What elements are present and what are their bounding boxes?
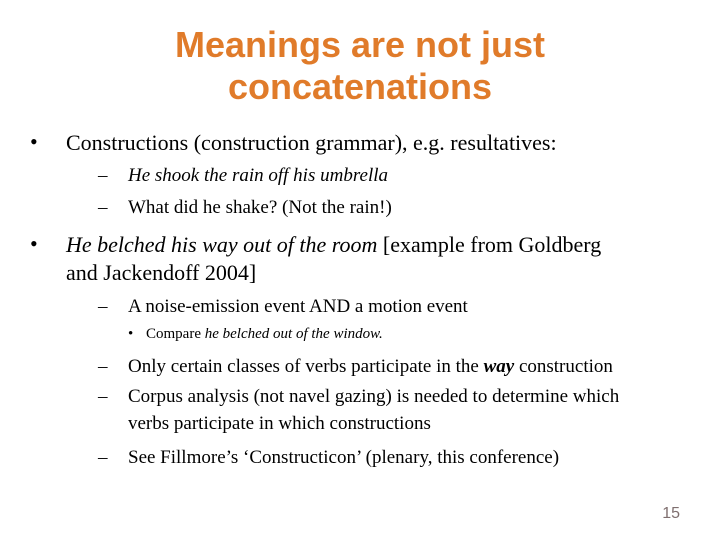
bullet-belched-line-1 (66, 232, 601, 258)
way-suffix: construction (514, 356, 613, 377)
slide-title-line-2: concatenations (227, 66, 493, 107)
dash-marker: – (98, 356, 108, 377)
dash-marker: – (98, 447, 108, 468)
compare-prefix: Compare (146, 326, 205, 342)
compare-italic: he belched out of the window. (204, 326, 383, 342)
dash-marker: – (98, 165, 108, 186)
bullet-constructions: Constructions (construction grammar), e.g. resultatives: (66, 130, 557, 155)
dash-marker: – (98, 386, 108, 407)
dash-marker: – (98, 296, 108, 317)
example-question: What did he shake? (Not the rain!) (128, 197, 392, 218)
corpus-analysis-line-2: verbs participate in which constructions (128, 413, 431, 434)
noise-emission-item: A noise-emission event AND a motion event (128, 296, 468, 317)
dash-marker: – (98, 197, 108, 218)
slide-title-line-1: Meanings are not just (174, 24, 546, 65)
bullet-marker: • (30, 129, 38, 154)
way-construction-item (128, 355, 613, 379)
bullet-belched-line-2: and Jackendoff 2004] (66, 260, 257, 285)
example-umbrella: He shook the rain off his umbrella (128, 165, 388, 186)
small-bullet-marker: • (128, 326, 134, 342)
fillmore-item: See Fillmore’s ‘Constructicon’ (plenary, this conference) (128, 447, 560, 468)
belched-example-italic: He belched his way out of the room (66, 232, 378, 257)
bullet-marker: • (30, 231, 38, 256)
corpus-analysis-line-1: Corpus analysis (not navel gazing) is needed to determine which (128, 386, 620, 407)
compare-item (146, 324, 383, 344)
way-emphasis: way (483, 356, 515, 377)
way-prefix: Only certain classes of verbs participate in the (128, 356, 484, 377)
belched-citation: [example from Goldberg (377, 232, 602, 257)
page-number: 15 (662, 505, 680, 522)
